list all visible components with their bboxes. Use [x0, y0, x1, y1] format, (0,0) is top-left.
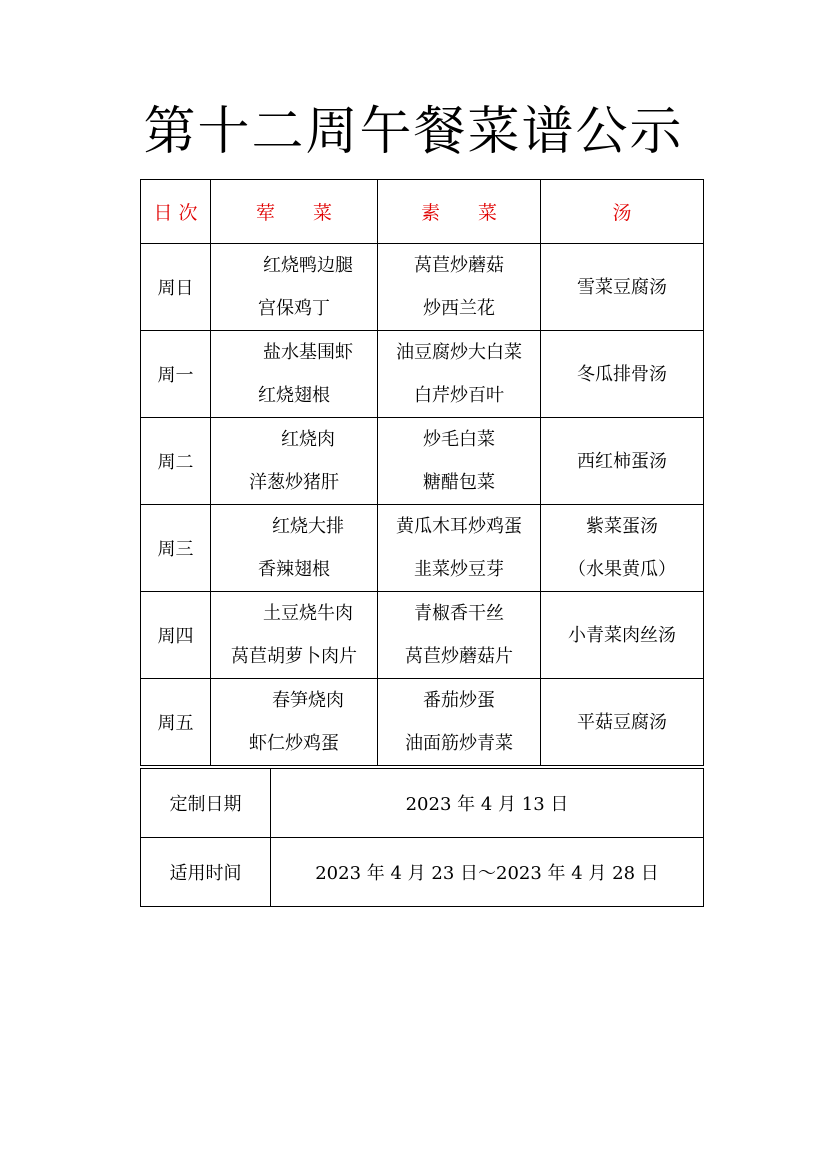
day-cell: 周日 — [141, 244, 211, 331]
soup-cell — [541, 331, 704, 418]
made-date-label: 定制日期 — [141, 769, 271, 838]
menu-body — [141, 244, 704, 766]
soup-item: 雪菜豆腐汤 — [577, 276, 667, 298]
day-cell: 周五 — [141, 679, 211, 766]
veg-cell — [378, 331, 541, 418]
header-veg: 素 菜 — [378, 180, 541, 244]
menu-row — [141, 679, 704, 766]
menu-row — [141, 331, 704, 418]
menu-row — [141, 592, 704, 679]
dish-item: 红烧鸭边腿 — [263, 255, 353, 276]
day-cell: 周二 — [141, 418, 211, 505]
dish-item: 虾仁炒鸡蛋 — [249, 733, 339, 754]
dish-item: 春笋烧肉 — [272, 690, 344, 711]
dish-item: 香辣翅根 — [258, 559, 330, 580]
day-cell: 周四 — [141, 592, 211, 679]
day-cell: 周一 — [141, 331, 211, 418]
period-label: 适用时间 — [141, 838, 271, 907]
meat-cell — [211, 679, 378, 766]
menu-table — [140, 179, 704, 766]
dish-item: 黄瓜木耳炒鸡蛋 — [396, 516, 522, 537]
dish-item: 炒西兰花 — [423, 298, 495, 319]
dish-item: 宫保鸡丁 — [258, 298, 330, 319]
dish-item: 韭菜炒豆芽 — [414, 559, 504, 580]
veg-cell — [378, 592, 541, 679]
dish-item: 油面筋炒青菜 — [405, 733, 513, 754]
period-row — [141, 838, 704, 907]
header-day: 日 次 — [141, 180, 211, 244]
soup-item: 小青菜肉丝汤 — [568, 624, 676, 646]
period-value: 2023 年 4 月 23 日～2023 年 4 月 28 日 — [271, 838, 704, 907]
header-meat: 荤 菜 — [211, 180, 378, 244]
info-table — [140, 768, 704, 907]
dish-item: 红烧翅根 — [258, 385, 330, 406]
menu-row — [141, 244, 704, 331]
soup-cell — [541, 418, 704, 505]
dish-item: 番茄炒蛋 — [423, 690, 495, 711]
veg-cell — [378, 679, 541, 766]
dish-item: 白芹炒百叶 — [414, 385, 504, 406]
dish-item: 炒毛白菜 — [423, 429, 495, 450]
page-title: 第十二周午餐菜谱公示 — [143, 102, 684, 162]
soup-item: 紫菜蛋汤 — [586, 516, 658, 537]
soup-item: （水果黄瓜） — [568, 559, 676, 580]
soup-item: 西红柿蛋汤 — [577, 450, 667, 472]
dish-item: 莴苣炒蘑菇 — [414, 255, 504, 276]
veg-cell — [378, 505, 541, 592]
veg-cell — [378, 418, 541, 505]
dish-item: 红烧肉 — [281, 429, 335, 450]
meat-cell — [211, 331, 378, 418]
dish-item: 土豆烧牛肉 — [263, 603, 353, 624]
meat-cell — [211, 418, 378, 505]
dish-item: 红烧大排 — [272, 516, 344, 537]
dish-item: 莴苣炒蘑菇片 — [405, 646, 513, 667]
soup-cell — [541, 592, 704, 679]
day-cell: 周三 — [141, 505, 211, 592]
dish-item: 莴苣胡萝卜肉片 — [231, 646, 357, 667]
soup-cell — [541, 505, 704, 592]
dish-item: 青椒香干丝 — [414, 603, 504, 624]
meat-cell — [211, 505, 378, 592]
made-date-value: 2023 年 4 月 13 日 — [271, 769, 704, 838]
header-soup: 汤 — [541, 180, 704, 244]
dish-item: 洋葱炒猪肝 — [249, 472, 339, 493]
meat-cell — [211, 244, 378, 331]
menu-row — [141, 418, 704, 505]
dish-item: 盐水基围虾 — [263, 342, 353, 363]
soup-cell — [541, 244, 704, 331]
made-date-row — [141, 769, 704, 838]
soup-cell — [541, 679, 704, 766]
dish-item: 油豆腐炒大白菜 — [396, 342, 522, 363]
menu-row — [141, 505, 704, 592]
meat-cell — [211, 592, 378, 679]
soup-item: 冬瓜排骨汤 — [577, 363, 667, 385]
veg-cell — [378, 244, 541, 331]
soup-item: 平菇豆腐汤 — [577, 711, 667, 733]
header-row — [141, 180, 704, 244]
dish-item: 糖醋包菜 — [423, 472, 495, 493]
